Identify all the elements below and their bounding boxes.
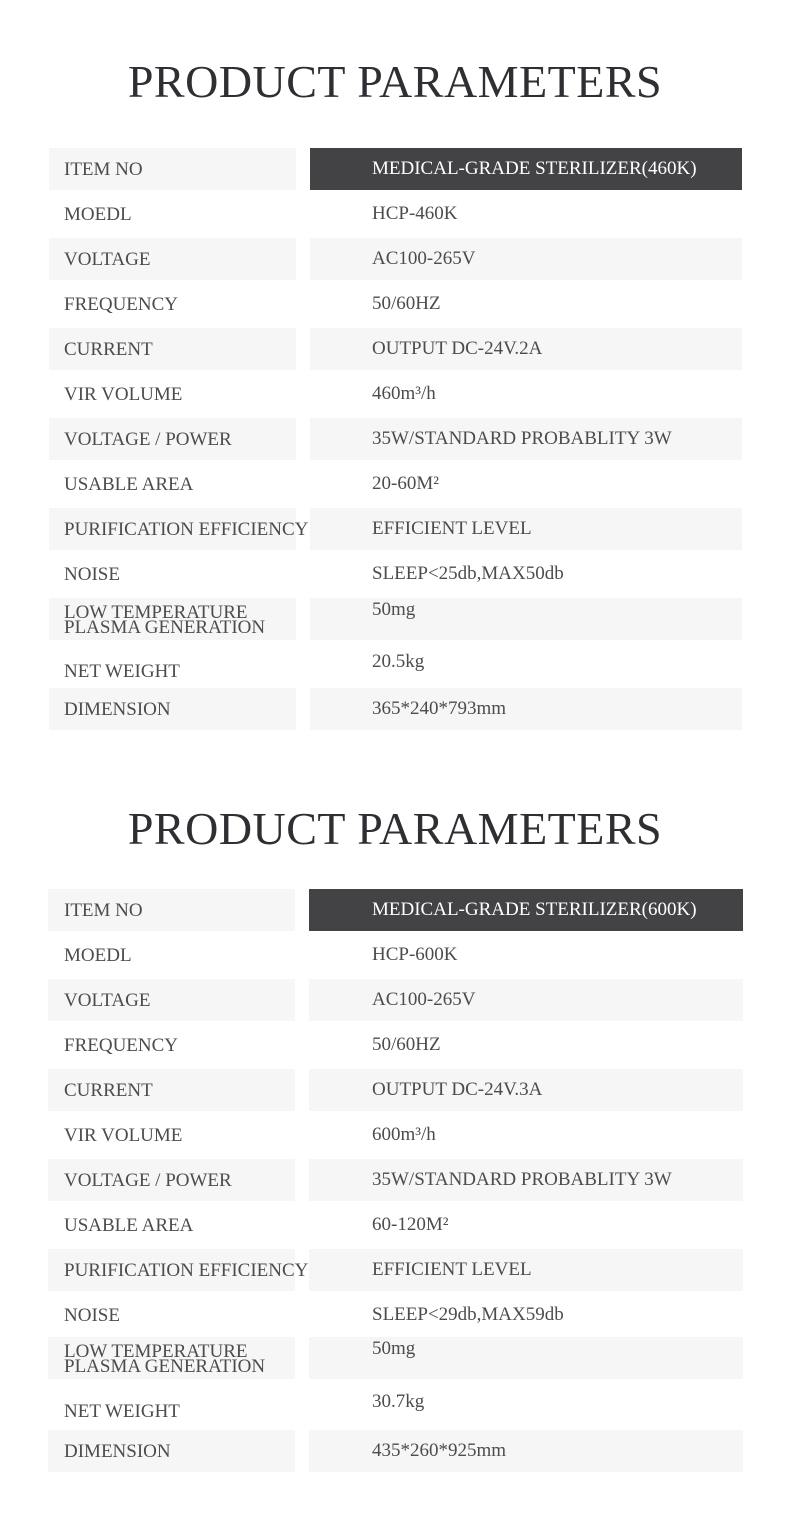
param-label: USABLE AREA xyxy=(64,474,194,495)
param-label: LOW TEMPERATURE PLASMA GENERATION xyxy=(64,602,266,638)
param-label: CURRENT xyxy=(64,339,153,360)
param-label: DIMENSION xyxy=(64,699,171,720)
item-no-value: MEDICAL-GRADE STERILIZER(600K) xyxy=(372,899,697,920)
param-label: ITEM NO xyxy=(64,159,143,180)
param-value: HCP-460K xyxy=(372,203,458,224)
param-label: MOEDL xyxy=(64,204,132,225)
param-label: VOLTAGE xyxy=(64,249,151,270)
param-label: FREQUENCY xyxy=(64,294,179,315)
param-label: NET WEIGHT xyxy=(64,1401,180,1422)
param-label: DIMENSION xyxy=(64,1441,171,1462)
param-value: OUTPUT DC-24V.2A xyxy=(372,338,543,359)
param-label: PURIFICATION EFFICIENCY xyxy=(64,519,309,540)
param-value: EFFICIENT LEVEL xyxy=(372,1259,532,1280)
param-label: VOLTAGE xyxy=(64,990,151,1011)
param-label: MOEDL xyxy=(64,945,132,966)
param-value: 365*240*793mm xyxy=(372,698,507,719)
param-value: 30.7kg xyxy=(372,1391,425,1412)
param-label: VIR VOLUME xyxy=(64,1125,183,1146)
param-label: ITEM NO xyxy=(64,900,143,921)
param-value: 60-120M² xyxy=(372,1214,449,1235)
param-value: 50/60HZ xyxy=(372,1034,441,1055)
section-title: PRODUCT PARAMETERS xyxy=(127,803,663,854)
param-value: SLEEP<25db,MAX50db xyxy=(372,563,564,584)
param-label: VOLTAGE / POWER xyxy=(64,1170,232,1191)
param-label: NOISE xyxy=(64,1305,120,1326)
param-label: NET WEIGHT xyxy=(64,661,180,682)
param-value: 20-60M² xyxy=(372,473,439,494)
param-label: VOLTAGE / POWER xyxy=(64,429,232,450)
param-value: 35W/STANDARD PROBABLITY 3W xyxy=(372,428,672,449)
param-label: PURIFICATION EFFICIENCY xyxy=(64,1260,309,1281)
param-label: FREQUENCY xyxy=(64,1035,179,1056)
param-value: HCP-600K xyxy=(372,944,458,965)
param-value: 50/60HZ xyxy=(372,293,441,314)
param-label: VIR VOLUME xyxy=(64,384,183,405)
param-value: 50mg xyxy=(372,1338,416,1359)
param-value: SLEEP<29db,MAX59db xyxy=(372,1304,564,1325)
param-value: 20.5kg xyxy=(372,651,425,672)
param-value: 600m³/h xyxy=(372,1124,436,1145)
param-value: EFFICIENT LEVEL xyxy=(372,518,532,539)
param-label: LOW TEMPERATURE PLASMA GENERATION xyxy=(64,1341,266,1377)
param-value: AC100-265V xyxy=(372,248,476,269)
param-label: CURRENT xyxy=(64,1080,153,1101)
param-label: USABLE AREA xyxy=(64,1215,194,1236)
param-value: AC100-265V xyxy=(372,989,476,1010)
param-value: 460m³/h xyxy=(372,383,436,404)
param-value: 35W/STANDARD PROBABLITY 3W xyxy=(372,1169,672,1190)
param-value: 50mg xyxy=(372,599,416,620)
item-no-value: MEDICAL-GRADE STERILIZER(460K) xyxy=(372,158,697,179)
section-title: PRODUCT PARAMETERS xyxy=(127,56,663,107)
param-label: NOISE xyxy=(64,564,120,585)
param-value: OUTPUT DC-24V.3A xyxy=(372,1079,543,1100)
param-value: 435*260*925mm xyxy=(372,1440,507,1461)
